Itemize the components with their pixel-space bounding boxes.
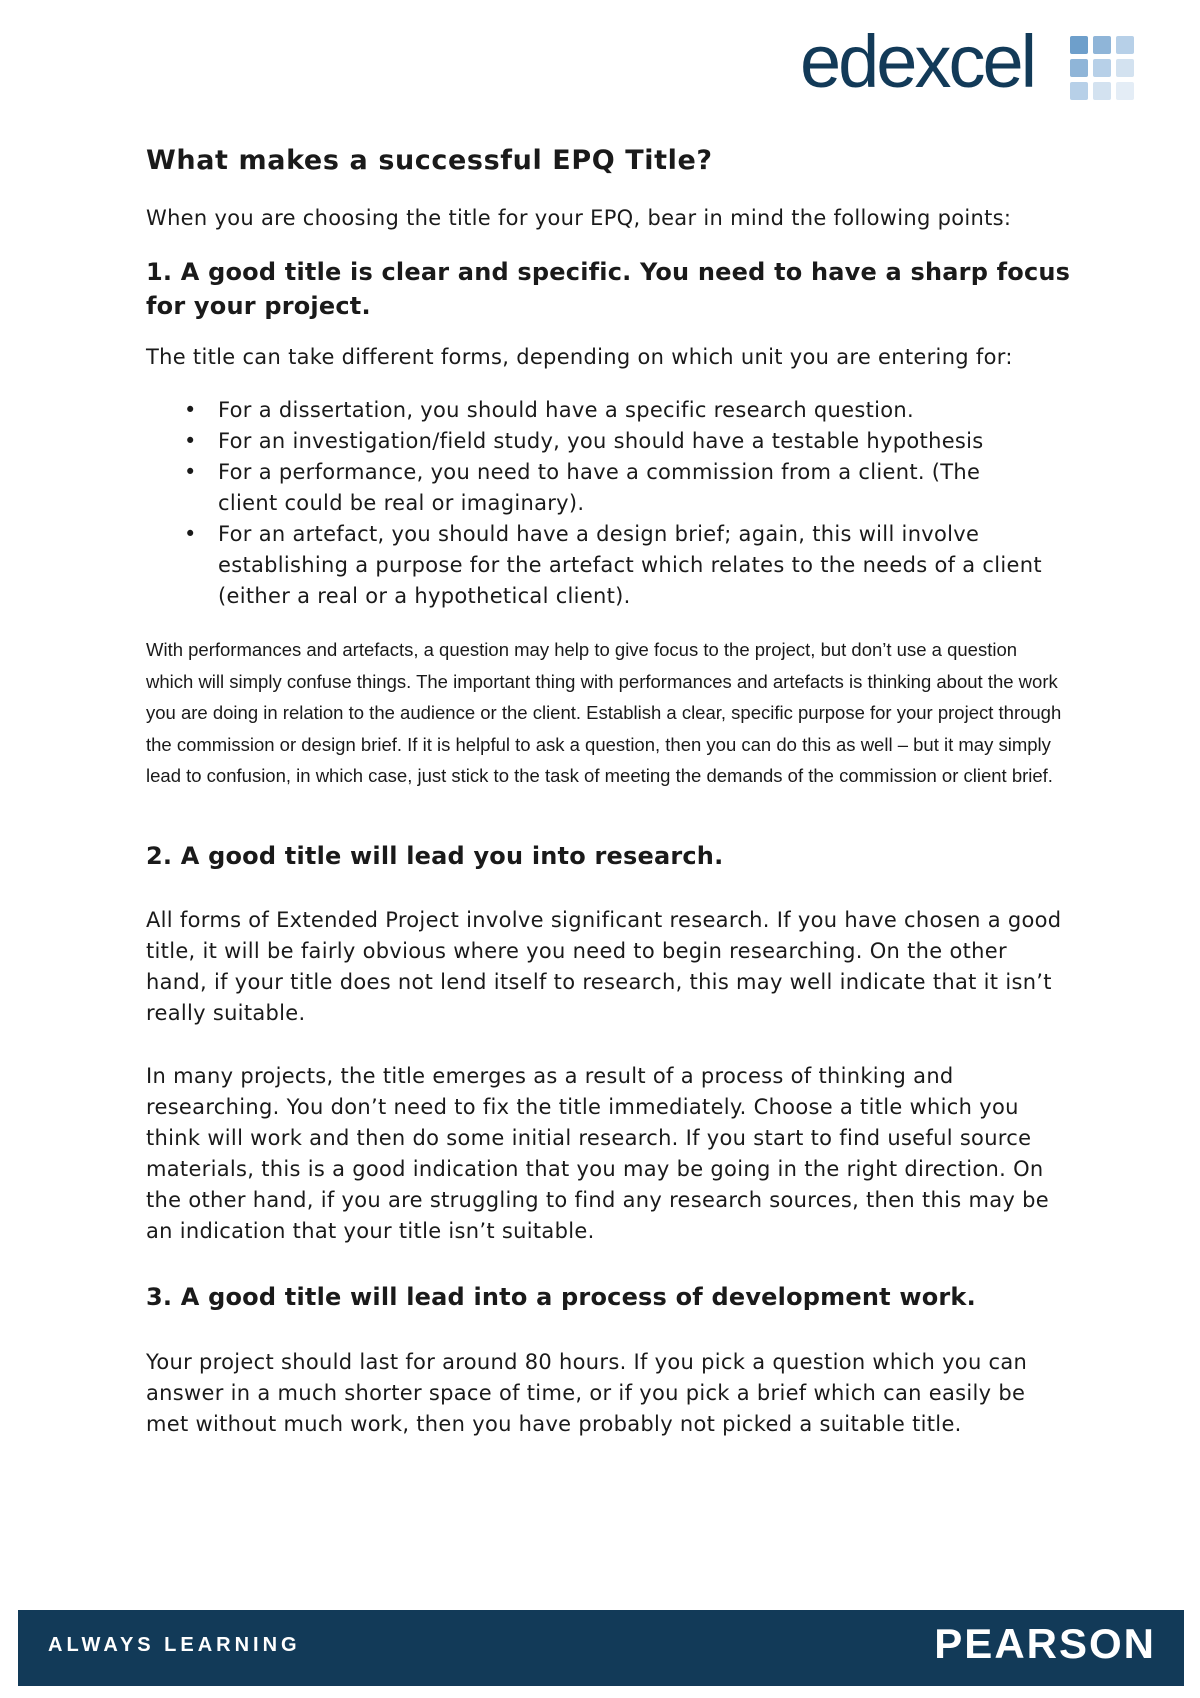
list-item-text: For an investigation/field study, you should have a testable hypothesis <box>218 429 984 453</box>
section-1-note: With performances and artefacts, a question may help to give focus to the project, but don’t use a question which will simply confuse things. The important thing with performances and artefacts is thinking about the work you are doing in relation to the audience or the client. Establish a clear, specific purpose for your project through the commission or design brief. If it is helpful to ask a question, then you can do this as well – but it may simply lead to confusion, in which case, just stick to the task of meeting the demands of the commission or client brief. <box>146 639 1062 786</box>
logo-grid-square <box>1070 36 1088 54</box>
intro-paragraph: When you are choosing the title for your EPQ, bear in mind the following points: <box>146 206 1012 230</box>
logo-grid-square <box>1116 82 1134 100</box>
list-item-text: For a dissertation, you should have a specific research question. <box>218 398 915 422</box>
list-item-text: For a performance, you need to have a commission from a client. (The client could be real or imaginary). <box>218 460 981 515</box>
footer-banner <box>18 1610 1184 1686</box>
logo-grid-square <box>1116 36 1134 54</box>
pearson-logo: PEARSON <box>934 1620 1156 1667</box>
logo-grid-square <box>1070 82 1088 100</box>
section-1-heading: 1. A good title is clear and specific. You need to have a sharp focus for your project. <box>146 258 1071 320</box>
list-item <box>146 395 1046 426</box>
unit-types-list <box>146 395 1046 612</box>
footer-tagline: ALWAYS LEARNING <box>48 1634 301 1656</box>
edexcel-logo <box>800 20 1140 103</box>
list-item <box>146 426 1046 457</box>
list-item-text: For an artefact, you should have a design brief; again, this will involve establishing a purpose for the artefact which relates to the needs of a client (either a real or a hypothetical client). <box>218 522 1042 608</box>
logo-grid-square <box>1093 59 1111 77</box>
logo-grid-square <box>1070 59 1088 77</box>
section-2-paragraph-2: In many projects, the title emerges as a result of a process of thinking and researching. You don’t need to fix the title immediately. Choose a title which you think will work and then do some initial research. If you start to find useful source materials, this is a good indication that you may be going in the right direction. On the other hand, if you are struggling to find any research sources, then this may be an indication that your title isn’t suitable. <box>146 1064 1049 1243</box>
logo-grid-square <box>1093 36 1111 54</box>
section-1-lead: The title can take different forms, depending on which unit you are entering for: <box>146 345 1013 369</box>
section-2-heading: 2. A good title will lead you into research. <box>146 842 724 870</box>
bullet-icon: • <box>184 522 197 546</box>
bullet-icon: • <box>184 460 197 484</box>
bullet-icon: • <box>184 398 197 422</box>
section-2-paragraph-1: All forms of Extended Project involve significant research. If you have chosen a good title, it will be fairly obvious where you need to begin researching. On the other hand, if your title does not lend itself to research, this may well indicate that it isn’t really suitable. <box>146 908 1062 1025</box>
logo-grid-icon <box>1070 36 1136 102</box>
logo-grid-square <box>1116 59 1134 77</box>
bullet-icon: • <box>184 429 197 453</box>
logo-wordmark: edexcel <box>800 20 1035 103</box>
page-title: What makes a successful EPQ Title? <box>146 145 713 176</box>
logo-grid-square <box>1093 82 1111 100</box>
list-item <box>146 519 1046 612</box>
section-3-heading: 3. A good title will lead into a process of development work. <box>146 1283 976 1311</box>
section-3-paragraph: Your project should last for around 80 hours. If you pick a question which you can answer in a much shorter space of time, or if you pick a brief which can easily be met without much work, then you have probably not picked a suitable title. <box>146 1350 1028 1436</box>
list-item <box>146 457 1046 519</box>
